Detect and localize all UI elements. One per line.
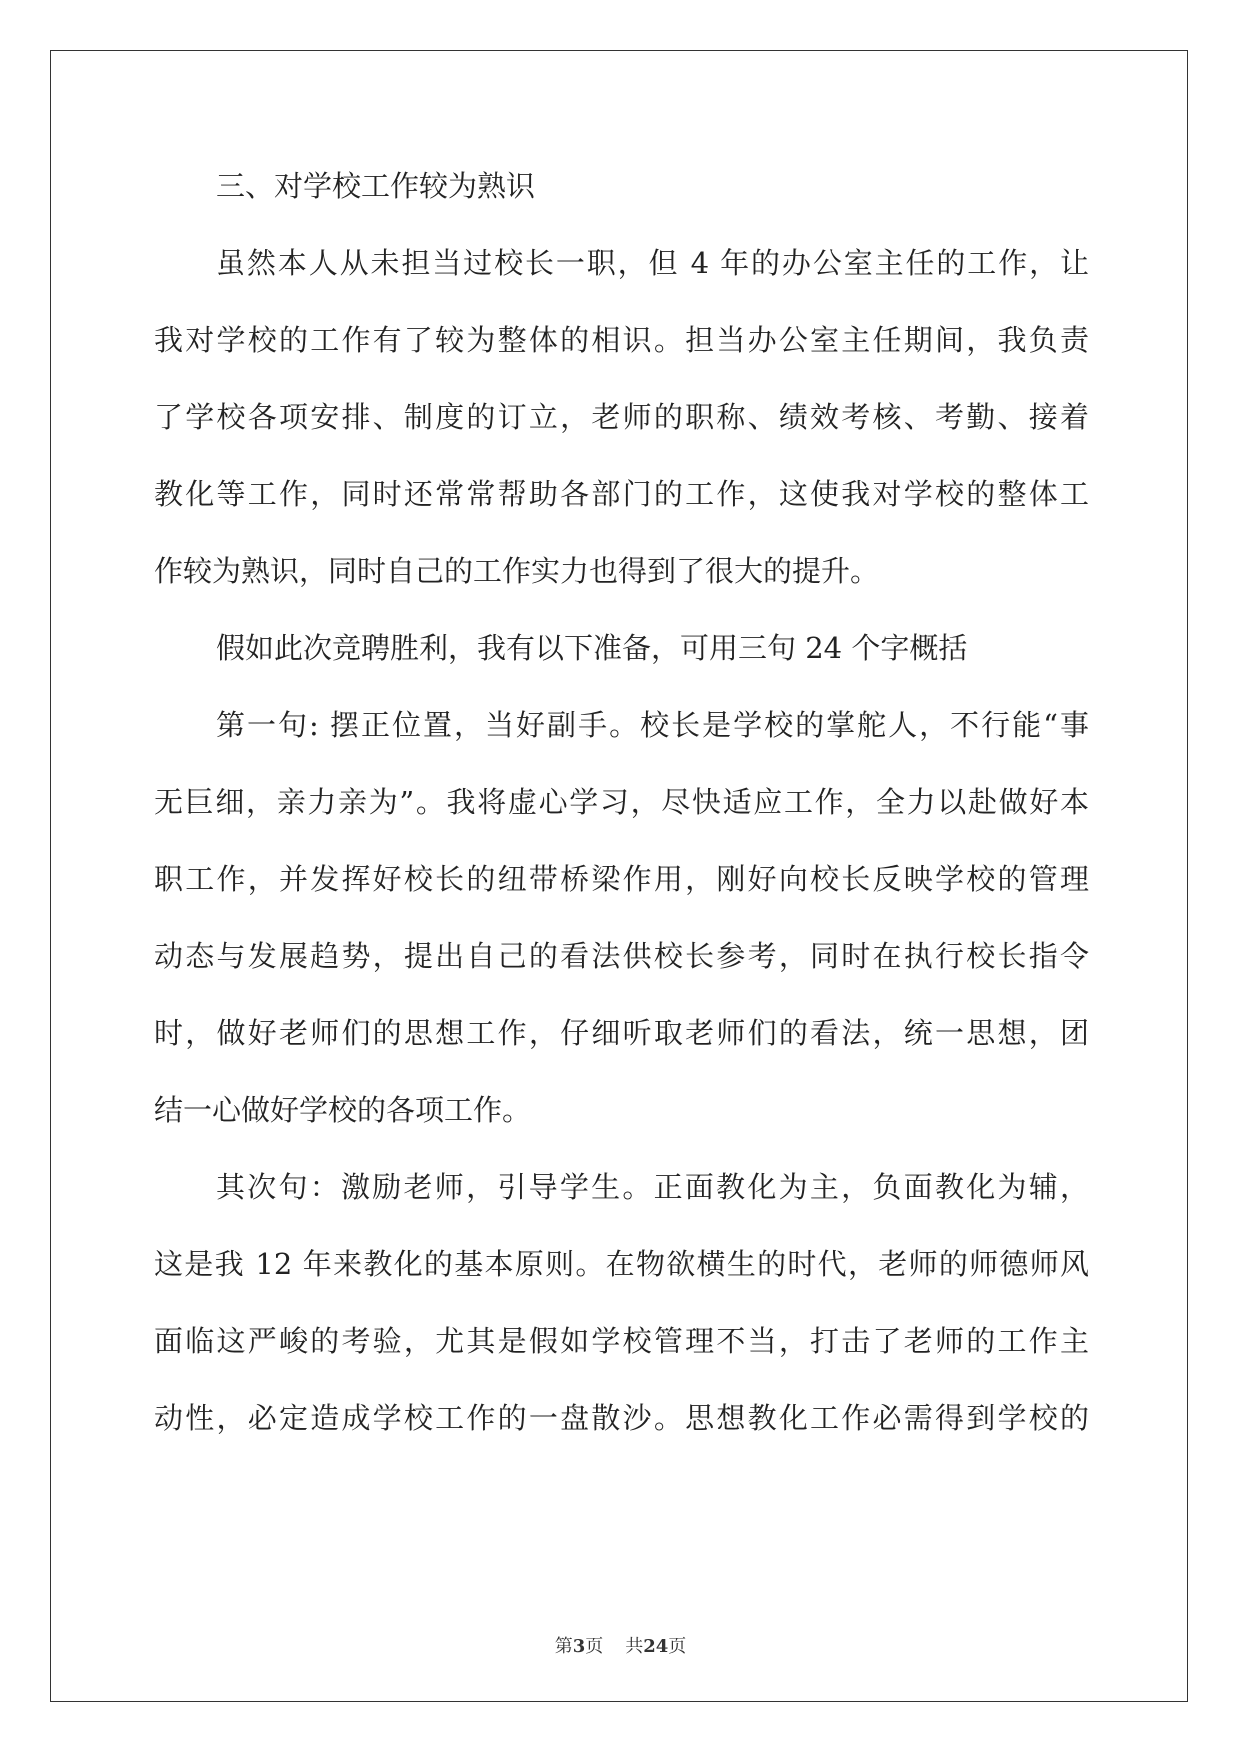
text-line: 职工作，并发挥好校长的纽带桥梁作用，刚好向校长反映学校的管理 xyxy=(154,862,1089,896)
total-prefix: 共 xyxy=(625,1636,644,1657)
text-line: 动性，必定造成学校工作的一盘散沙。思想教化工作必需得到学校的 xyxy=(154,1401,1089,1435)
page-footer xyxy=(0,1632,1241,1658)
text-line: 结一心做好学校的各项工作。 xyxy=(154,1093,532,1127)
total-pages: 24 xyxy=(643,1636,669,1657)
text-line: 作较为熟识，同时自己的工作实力也得到了很大的提升。 xyxy=(154,554,880,588)
page-suffix: 页 xyxy=(585,1636,604,1657)
text-line: 我对学校的工作有了较为整体的相识。担当办公室主任期间，我负责 xyxy=(154,323,1089,357)
page-prefix: 第 xyxy=(554,1636,573,1657)
text-line: 教化等工作，同时还常常帮助各部门的工作，这使我对学校的整体工 xyxy=(154,477,1089,511)
text-line: 了学校各项安排、制度的订立，老师的职称、绩效考核、考勤、接着 xyxy=(154,400,1089,434)
text-line: 第一句: 摆正位置，当好副手。校长是学校的掌舵人，不行能“事 xyxy=(216,708,1089,742)
text-line: 无巨细，亲力亲为”。我将虚心学习，尽快适应工作，全力以赴做好本 xyxy=(154,785,1089,819)
text-line: 三、对学校工作较为熟识 xyxy=(216,169,536,203)
page-number: 3 xyxy=(572,1636,586,1657)
text-line: 其次句：激励老师，引导学生。正面教化为主，负面教化为辅， xyxy=(216,1170,1089,1204)
total-suffix: 页 xyxy=(668,1636,687,1657)
text-line: 面临这严峻的考验，尤其是假如学校管理不当，打击了老师的工作主 xyxy=(154,1324,1089,1358)
text-line: 这是我 12 年来教化的基本原则。在物欲横生的时代，老师的师德师风 xyxy=(154,1247,1089,1281)
document-body xyxy=(154,166,1089,1475)
text-line: 虽然本人从未担当过校长一职，但 4 年的办公室主任的工作，让 xyxy=(216,246,1089,280)
text-line: 假如此次竞聘胜利，我有以下准备，可用三句 24 个字概括 xyxy=(216,631,968,665)
text-line: 动态与发展趋势，提出自己的看法供校长参考，同时在执行校长指令 xyxy=(154,939,1089,973)
text-line: 时，做好老师们的思想工作，仔细听取老师们的看法，统一思想，团 xyxy=(154,1016,1089,1050)
